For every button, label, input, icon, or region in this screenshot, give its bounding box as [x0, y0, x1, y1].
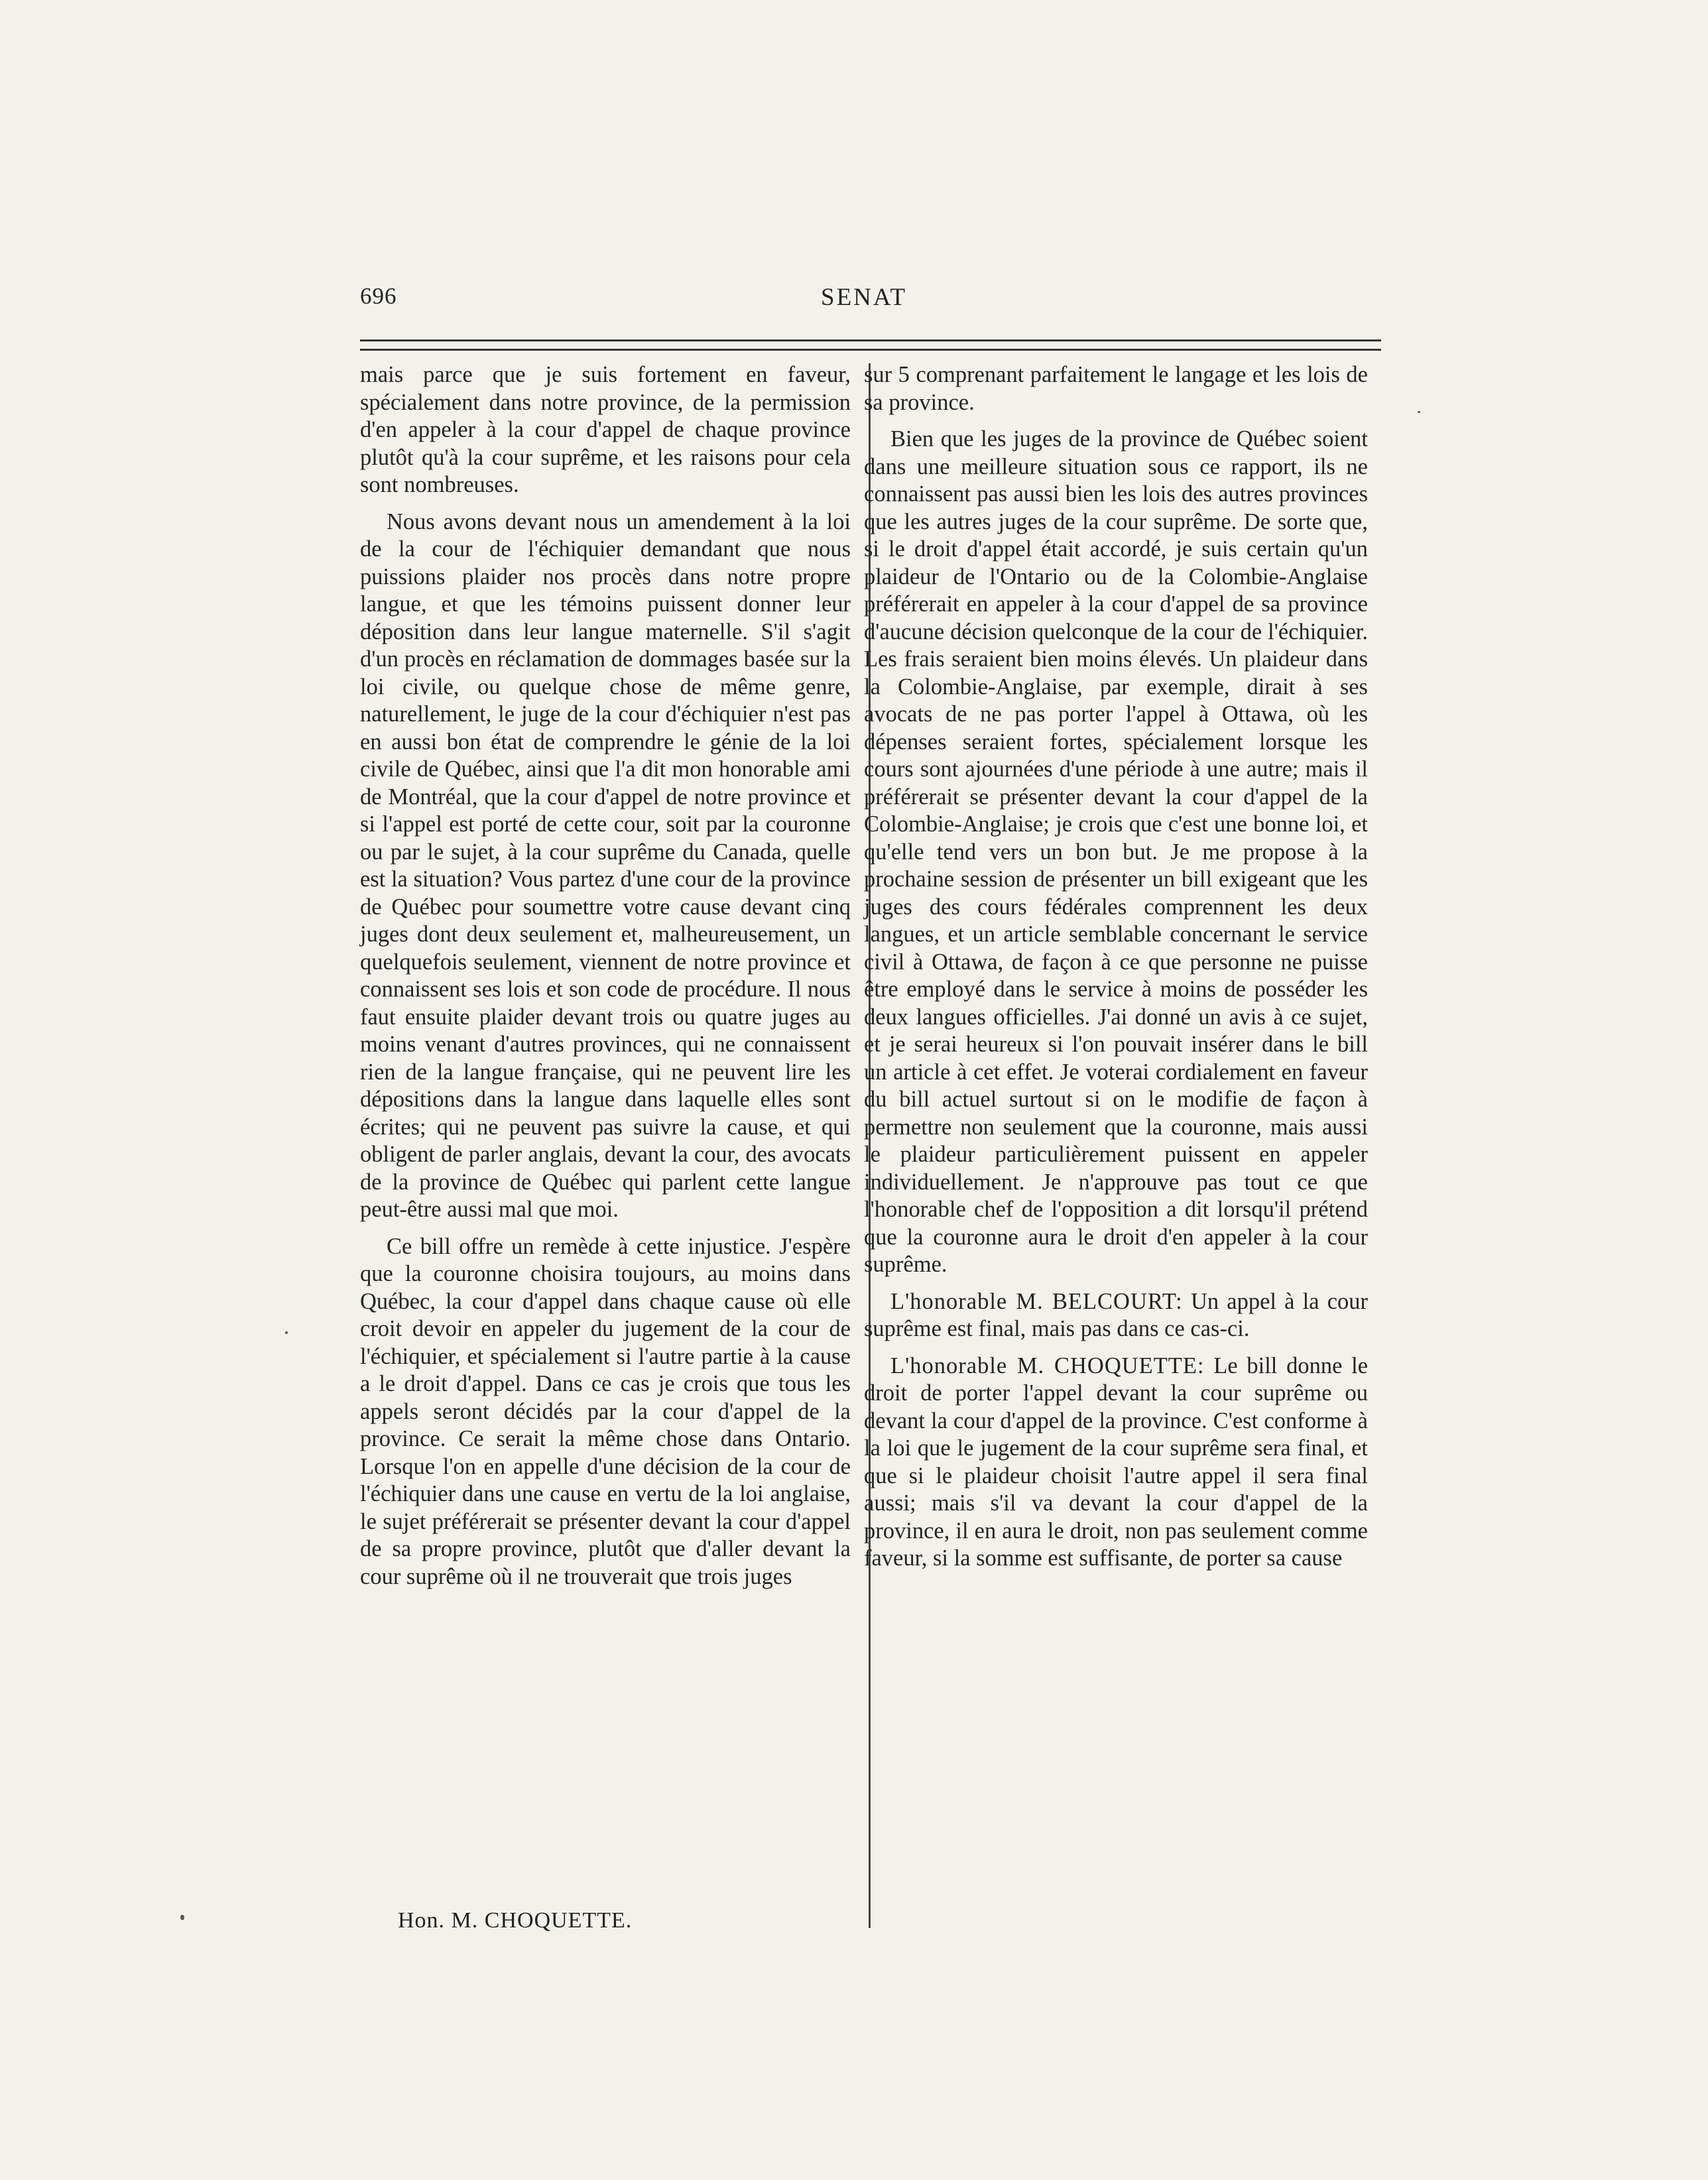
right-column [864, 361, 1368, 1582]
left-paragraph-3: Ce bill offre un remède à cette injustice. J'espère que la couronne choisira toujours, au moins dans Québec, la cour d'appel dans chaque cause où elle croit devoir en appeler du jugement de la cour de l'échiquier, et spécialement si l'autre partie à la cause a le droit d'appel. Dans ce cas je crois que tous les appels seront décidés par la cour d'appel de la province. Ce serait la même chose dans Ontario. Lorsque l'on en appelle d'une décision de la cour de l'échiquier dans une cause en vertu de la loi anglaise, le sujet préférerait se présenter devant la cour d'appel de sa propre province, plutôt que d'aller devant la cour suprême où il ne trouverait que trois juges [360, 1233, 851, 1589]
running-head-title: SENAT [821, 284, 908, 311]
left-paragraph-2: Nous avons devant nous un amendement à la loi de la cour de l'échiquier demandant que nous puissions plaider nos procès dans notre propre langue, et que les témoins puissent donner leur déposition dans leur langue maternelle. S'il s'agit d'un procès en réclamation de dommages basée sur la loi civile, ou quelque chose de même genre, naturellement, le juge de la cour d'échiquier n'est pas en aussi bon état de comprendre le génie de la loi civile de Québec, ainsi que l'a dit mon honorable ami de Montréal, que la cour d'appel de notre province et si l'appel est porté de cette cour, soit par la couronne ou par le sujet, à la cour suprême du Canada, quelle est la situation? Vous partez d'une cour de la province de Québec pour soumettre votre cause devant cinq juges dont deux seulement et, malheureusement, un quelquefois seulement, viennent de notre province et connaissent ses lois et son code de procédure. Il nous faut ensuite plaider devant trois ou quatre juges au moins venant d'autres provinces, qui ne connaissent rien de la langue française, qui ne peuvent lire les dépositions dans la langue dans laquelle elles sont écrites; qui ne peuvent pas suivre la cause, et qui obligent de parler anglais, devant la cour, des avocats de la province de Québec qui parlent cette langue peut-être aussi mal que moi. [360, 509, 851, 1222]
speech-belcourt [864, 1288, 1368, 1343]
speech-choquette [864, 1353, 1368, 1573]
speech-choquette-text: Le bill donne le droit de porter l'appel devant la cour suprême ou devant la cour d'appel de la province. C'est conforme à la loi que le jugement de la cour suprême sera final, et que si le plaideur choisit l'autre appel il sera final aussi; mais s'il va devant la cour d'appel de la province, il en aura le droit, non pas seulement comme faveur, si la somme est suffisante, de porter sa cause [864, 1353, 1369, 1571]
header-rule-top [360, 339, 1381, 341]
right-paragraph-1: sur 5 comprenant parfaitement le langage et les lois de sa province. [864, 362, 1368, 415]
left-paragraph-1: mais parce que je suis fortement en faveur, spécialement dans notre province, de la permission d'en appeler à la cour d'appel de chaque province plutôt qu'à la cour suprême, et les raisons pour cela sont nombreuses. [360, 362, 851, 497]
header-rule-bottom [360, 349, 1381, 351]
scan-speck [1418, 411, 1420, 413]
speech-belcourt-text: Un appel à la cour suprême est final, mais pas dans ce cas-ci. [864, 1288, 1369, 1341]
speaker-belcourt: L'honorable M. BELCOURT: [890, 1288, 1183, 1314]
right-paragraph-2: Bien que les juges de la province de Québec soient dans une meilleure situation sous ce rapport, ils ne connaissent pas aussi bien les lois des autres provinces que les autres juges de la cour suprême. De sorte que, si le droit d'appel était accordé, je suis certain qu'un plaideur de l'Ontario ou de la Colombie-Anglaise préférerait en appeler à la cour d'appel de sa province d'aucune décision quelconque de la cour de l'échiquier. Les frais seraient bien moins élevés. Un plaideur dans la Colombie-Anglaise, par exemple, dirait à ses avocats de ne pas porter l'appel à Ottawa, où les dépenses seraient fortes, spécialement lorsque les cours sont ajournées d'une période à une autre; mais il préférerait se présenter devant la cour d'appel de la Colombie-Anglaise; je crois que c'est une bonne loi, et qu'elle tend vers un bon but. Je me propose à la prochaine session de présenter un bill exigeant que les juges des cours fédérales comprennent les deux langues, et un article semblable concernant le service civil à Ottawa, de façon à ce que personne ne puisse être employé dans le service à moins de posséder les deux langues officielles. J'ai donné un avis à ce sujet, et je serai heureux si l'on pouvait insérer dans le bill un article à cet effet. Je voterai cordialement en faveur du bill actuel surtout si on le modifie de façon à permettre non seulement que la couronne, mais aussi le plaideur particulièrement puissent en appeler individuellement. Je n'approuve pas tout ce que l'honorable chef de l'opposition a dit lorsqu'il prétend que la couronne aura le droit d'en appeler à la cour suprême. [864, 426, 1368, 1277]
left-column [360, 361, 851, 1600]
footer-speaker-name: Hon. M. CHOQUETTE. [398, 1908, 633, 1933]
scan-speck [285, 1331, 288, 1334]
scan-speck [180, 1915, 184, 1920]
speaker-choquette: L'honorable M. CHOQUETTE: [890, 1353, 1205, 1378]
page-number: 696 [360, 283, 397, 309]
